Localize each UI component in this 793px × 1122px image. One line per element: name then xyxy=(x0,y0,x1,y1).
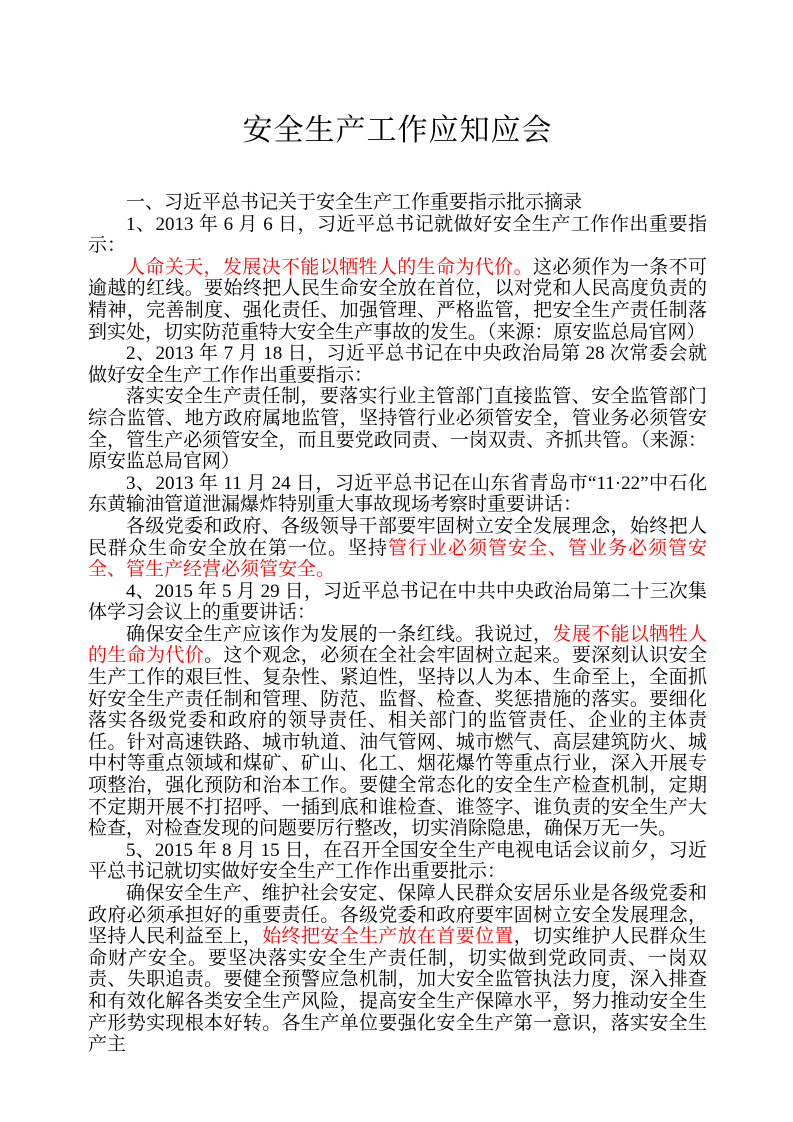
text-segment: 5、2015 年 8 月 15 日，在召开全国安全生产电视电话会议前夕，习近平总书记就切实做好安全生产工作作出重要批示： xyxy=(88,839,707,883)
quote-2-body xyxy=(88,386,707,472)
text-segment: 4、2015 年 5 月 29 日，习近平总书记在中共中央政治局第二十三次集体学习会议上的重要讲话： xyxy=(88,580,707,624)
quote-1-body xyxy=(88,257,707,343)
text-segment: 落实安全生产责任制，要落实行业主管部门直接监管、安全监管部门综合监管、地方政府属地监管，坚持管行业必须管安全，管业务必须管安全，管生产必须管安全，而且要党政同责、一岗双责、齐抓共管。（来源：原安监总局官网） xyxy=(88,386,707,473)
text-segment: 这必须作为一条不可逾越的红线。要始终把人民生命安全放在首位，以对党和人民高度负责的精神，完善制度、强化责任、加强管理、严格监管，把安全生产责任制落到实处，切实防范重特大安全生产事故的发生。（来源：原安监总局官网） xyxy=(88,256,707,343)
quote-4-intro xyxy=(88,581,707,624)
text-segment: 确保安全生产、维护社会安定、保障人民群众安居乐业是各级党委和政府必须承担好的重要责任。各级党委和政府要牢固树立安全发展理念，坚持人民利益至上， xyxy=(88,883,707,948)
quote-3-intro xyxy=(88,473,707,516)
text-segment: 。这个观念，必须在全社会牢固树立起来。要深刻认识安全生产工作的艰巨性、复杂性、紧迫性，坚持以人为本、生命至上，全面抓好安全生产责任制和管理、防范、监督、检查、奖惩措施的落实。要细化落实各级党委和政府的领导责任、相关部门的监管责任、企业的主体责任。针对高速铁路、城市轨道、油气管网、城市燃气、高层建筑防火、城中村等重点领域和煤矿、矿山、化工、烟花爆竹等重点行业，深入开展专项整治，强化预防和治本工作。要健全常态化的安全生产检查机制，定期不定期开展不打招呼、一插到底和谁检查、谁签字、谁负责的安全生产大检查，对检查发现的问题要厉行整改，切实消除隐患，确保万无一失。 xyxy=(88,645,707,840)
text-segment: 1、2013 年 6 月 6 日，习近平总书记就做好安全生产工作作出重要指示： xyxy=(88,213,707,257)
highlighted-text-segment: 始终把安全生产放在首要位置 xyxy=(262,926,514,948)
quote-1-intro xyxy=(88,214,707,257)
highlighted-text-segment: 人命关天，发展决不能以牺牲人的生命为代价。 xyxy=(126,256,533,278)
highlighted-text-segment: 发展不能以牺牲人的生命为代价 xyxy=(88,623,707,667)
document-body xyxy=(88,192,707,1056)
quote-5-body xyxy=(88,883,707,1056)
section-1-heading xyxy=(88,192,707,214)
text-segment: ，切实维护人民群众生命财产安全。要坚决落实安全生产责任制，切实做到党政同责、一岗双责、失职追责。要健全预警应急机制，加大安全监管执法力度，深入排查和有效化解各类安全生产风险，提高安全生产保障水平，努力推动安全生产形势实现根本好转。各生产单位要强化安全生产第一意识，落实安全生产主 xyxy=(88,926,707,1056)
text-segment: 2、2013 年 7 月 18 日，习近平总书记在中央政治局第 28 次常委会就做好安全生产工作作出重要指示： xyxy=(88,343,707,386)
highlighted-text-segment: 管行业必须管安全、管业务必须管安全、管生产经营必须管安全。 xyxy=(88,537,707,581)
text-segment: 一、习近平总书记关于安全生产工作重要指示批示摘录 xyxy=(126,192,583,213)
quote-5-intro xyxy=(88,840,707,883)
quote-3-body xyxy=(88,516,707,581)
text-segment: 3、2013 年 11 月 24 日，习近平总书记在山东省青岛市“11·22”中石化东黄输油管道泄漏爆炸特别重大事故现场考察时重要讲话： xyxy=(88,472,707,516)
quote-4-body xyxy=(88,624,707,840)
quote-2-intro xyxy=(88,343,707,386)
text-segment: 确保安全生产应该作为发展的一条红线。我说过， xyxy=(126,623,553,645)
document-title: 安全生产工作应知应会 xyxy=(242,113,553,148)
text-segment: 各级党委和政府、各级领导干部要牢固树立安全发展理念，始终把人民群众生命安全放在第一位。坚持 xyxy=(88,515,707,559)
